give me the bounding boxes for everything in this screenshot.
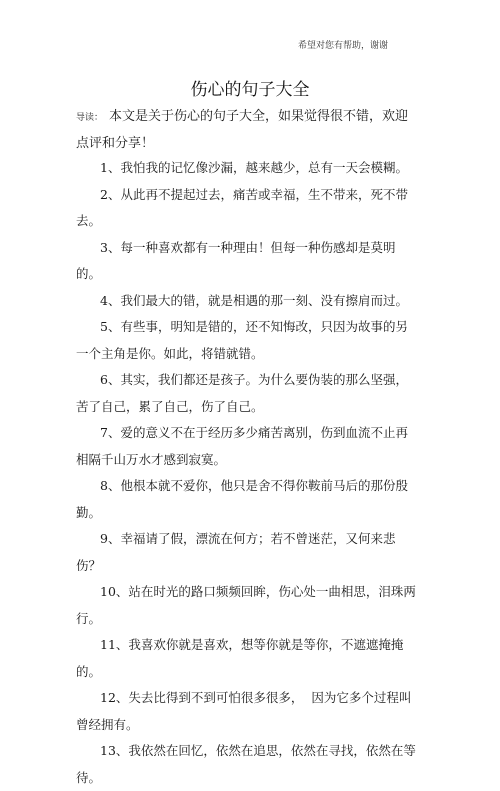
intro-paragraph [76,104,416,157]
list-item: 13、我依然在回忆，依然在追思，依然在寻找，依然在等待。 [76,743,416,785]
list-item: 6、其实，我们都还是孩子。为什么要伪装的那么坚强，苦了自己，累了自己，伤了自己。 [76,372,408,414]
list-item: 5、有些事，明知是错的，还不知悔改，只因为故事的另一个主角是你。如此，将错就错。 [76,319,408,361]
sentence-list [76,155,416,791]
intro-prefix: 导读： [76,113,104,123]
intro-text: 本文是关于伤心的句子大全，如果觉得很不错，欢迎点评和分享！ [76,109,409,151]
list-item: 1、我怕我的记忆像沙漏，越来越少，总有一天会模糊。 [100,160,408,175]
list-item: 7、爱的意义不在于经历多少痛苦离别，伤到血流不止再相隔千山万水才感到寂寞。 [76,425,408,467]
list-item: 8、他根本就不爱你，他只是舍不得你鞍前马后的那份殷勤。 [76,478,408,520]
header-note: 希望对您有帮助，谢谢 [298,41,389,51]
list-item: 2、从此再不提起过去，痛苦或幸福，生不带来，死不带去。 [76,186,408,228]
list-item: 3、每一种喜欢都有一种理由！但每一种伤感却是莫明的。 [76,239,396,281]
list-item: 11、我喜欢你就是喜欢，想等你就是等你，不遮遮掩掩的。 [76,637,404,679]
list-item: 10、站在时光的路口频频回眸，伤心处一曲相思，泪珠两行。 [76,584,416,626]
list-item: 4、我们最大的错，就是相遇的那一刻、没有擦肩而过。 [100,292,408,308]
list-item: 9、幸福请了假，漂流在何方；若不曾迷茫，又何来悲伤？ [76,531,396,573]
list-item: 12、失去比得到不到可怕很多很多， 因为它多个过程叫曾经拥有。 [76,690,412,732]
page-title: 伤心的句子大全 [190,80,310,100]
